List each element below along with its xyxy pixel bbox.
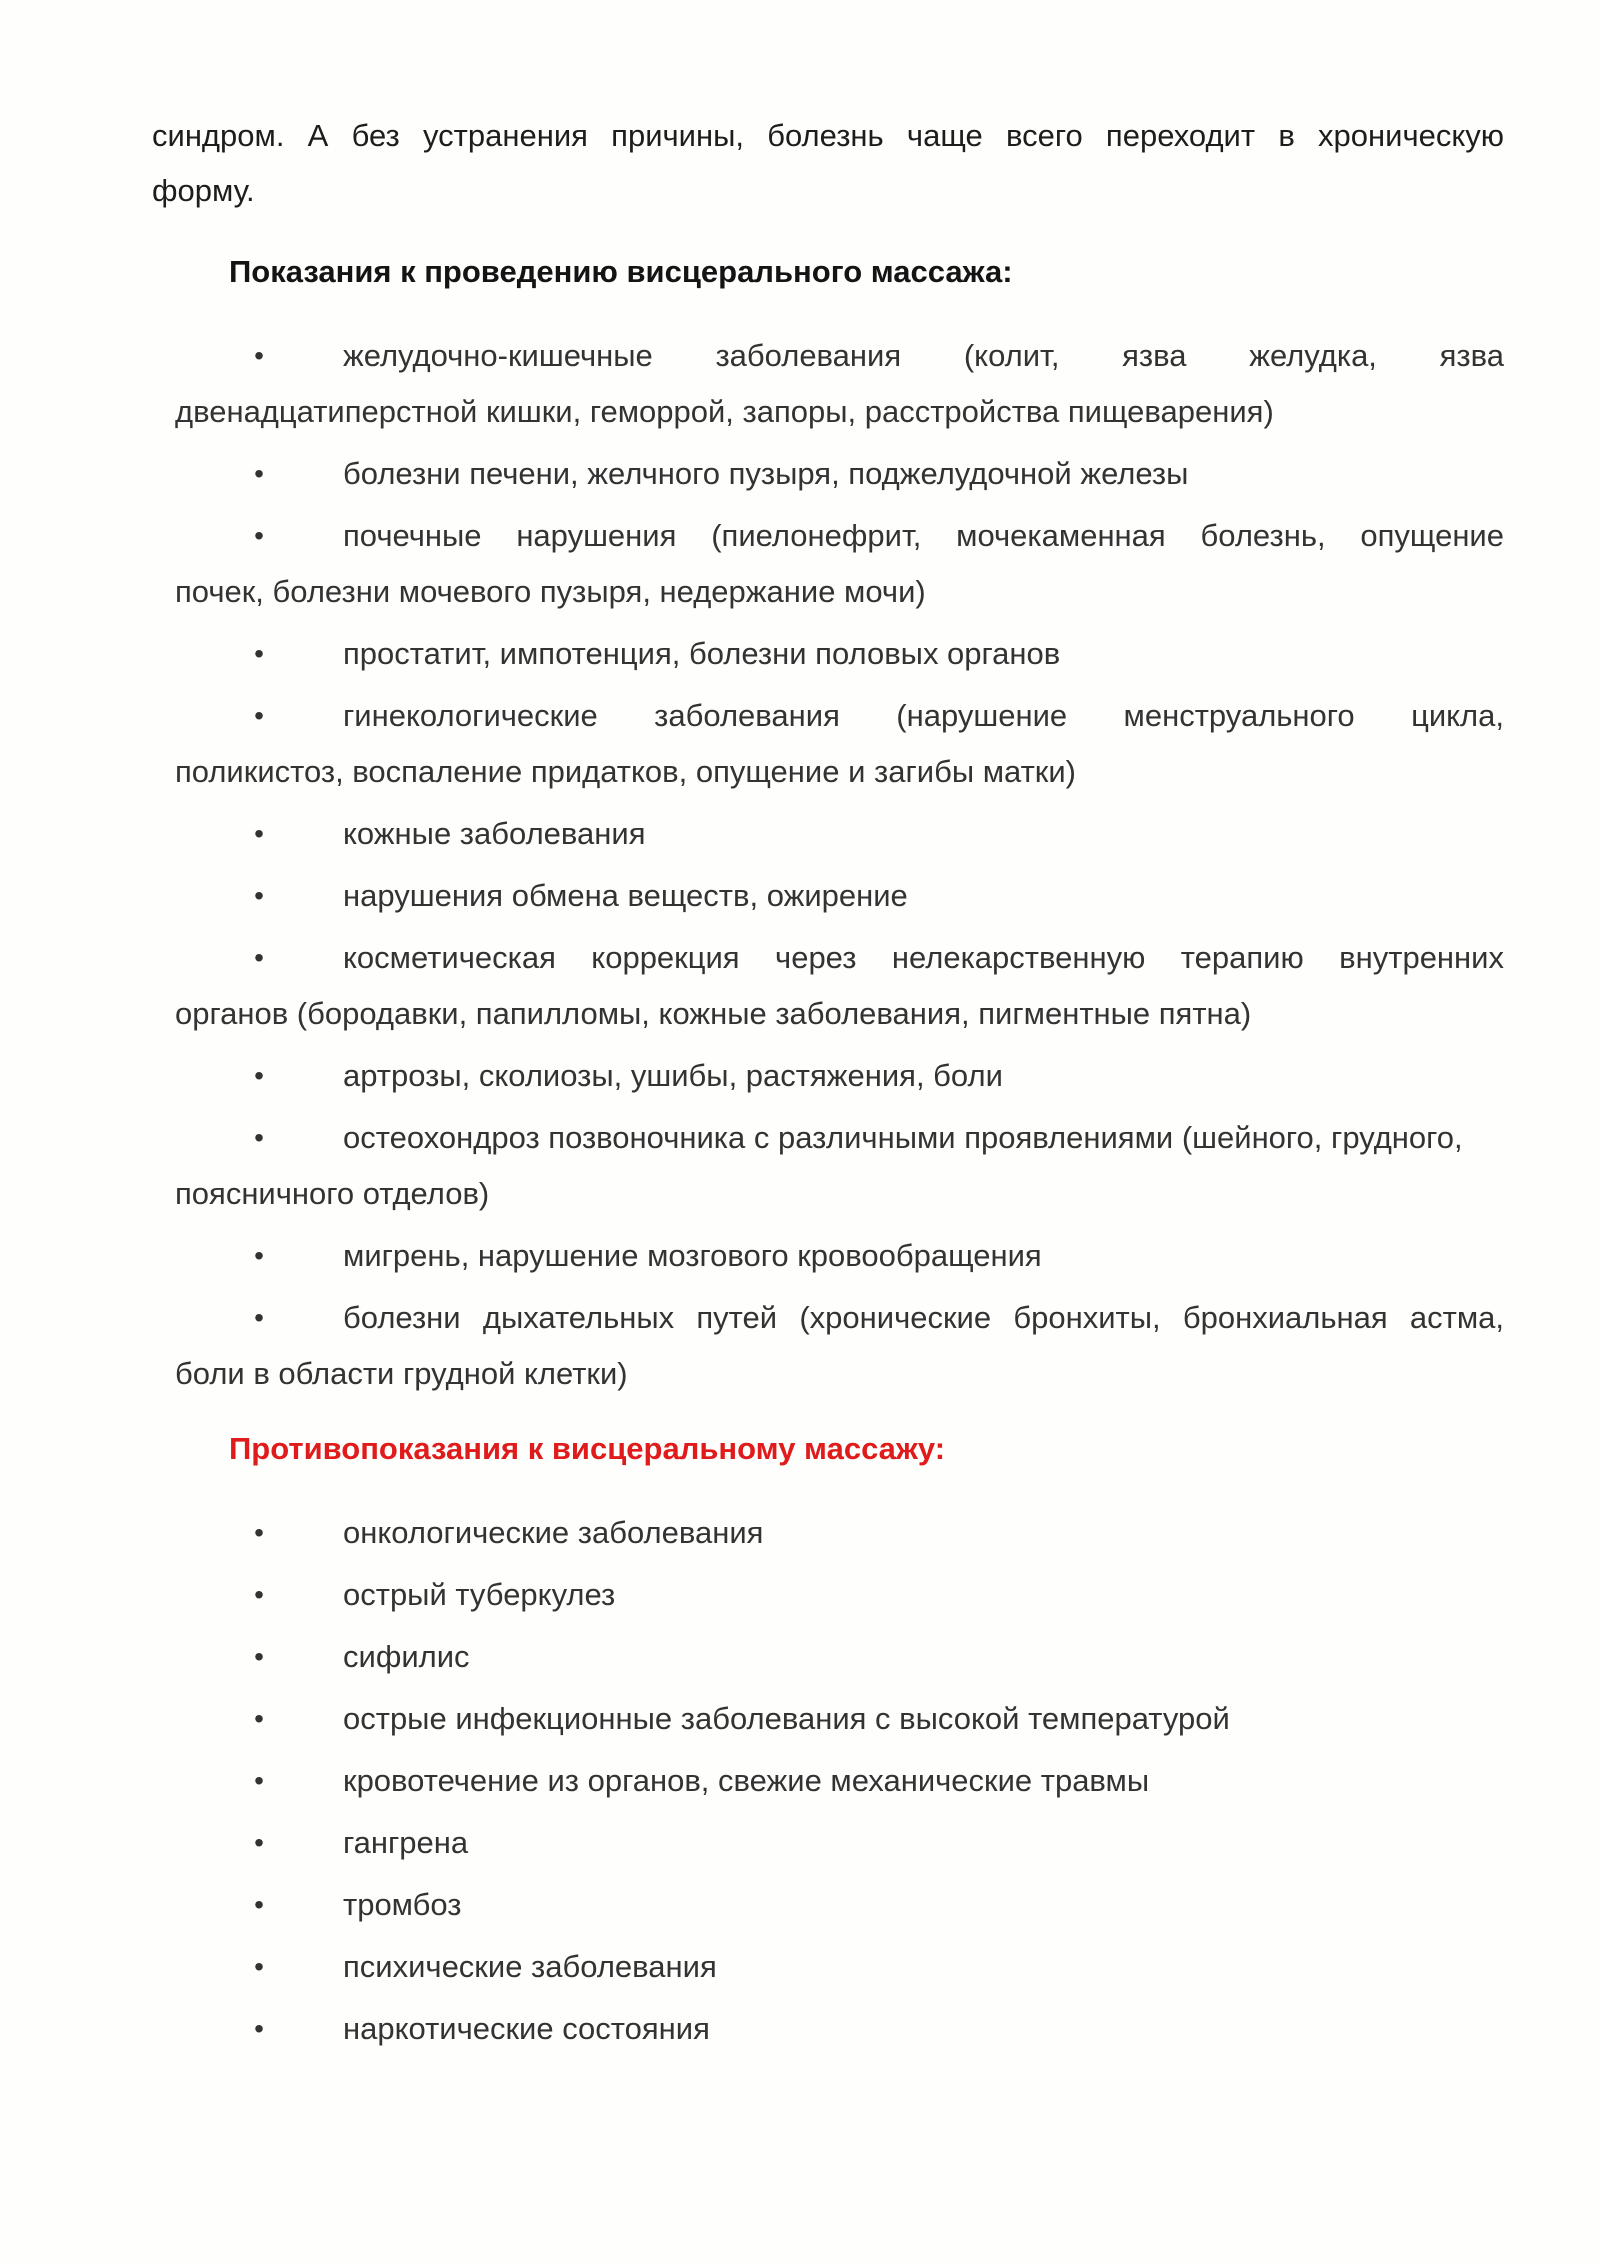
intro-line-1: синдром. А без устранения причины, болезнь чаще всего переходит в хроническую (152, 118, 1504, 153)
list-item-text: онкологические заболевания (343, 1515, 764, 1550)
list-item (175, 1629, 1504, 1685)
list-item-text: тромбоз (343, 1887, 462, 1922)
list-item (175, 1815, 1504, 1871)
list-item-text: психические заболевания (343, 1949, 717, 1984)
bullet-icon: • (254, 1889, 264, 1920)
indications-list (175, 328, 1504, 1408)
list-item-text: простатит, импотенция, болезни половых органов (343, 636, 1061, 671)
list-item (175, 1110, 1504, 1222)
bullet-icon: • (254, 1060, 264, 1091)
indications-heading: Показания к проведению висцерального массажа: (229, 254, 1013, 289)
bullet-icon: • (254, 2013, 264, 2044)
list-item (175, 930, 1504, 1042)
intro-paragraph (152, 108, 1504, 218)
bullet-icon: • (254, 880, 264, 911)
list-item-text: болезни дыхательных путей (хронические бронхиты, бронхиальная астма, (343, 1300, 1504, 1335)
list-item (175, 868, 1504, 924)
list-item-text: почечные нарушения (пиелонефрит, мочекаменная болезнь, опущение (343, 518, 1504, 553)
contraindications-list (175, 1505, 1504, 2063)
bullet-icon: • (254, 700, 264, 731)
list-item (175, 688, 1504, 800)
list-item-text: желудочно-кишечные заболевания (колит, язва желудка, язва (343, 338, 1504, 373)
list-item-text: болезни печени, желчного пузыря, поджелудочной железы (343, 456, 1189, 491)
list-item-text: гинекологические заболевания (нарушение менструального цикла, (343, 698, 1504, 733)
bullet-icon: • (254, 1703, 264, 1734)
list-item (175, 2001, 1504, 2057)
bullet-icon: • (254, 1951, 264, 1982)
bullet-icon: • (254, 1765, 264, 1796)
list-item-continuation: двенадцатиперстной кишки, геморрой, запоры, расстройства пищеварения) (175, 394, 1274, 429)
list-item-continuation: поликистоз, воспаление придатков, опущение и загибы матки) (175, 754, 1076, 789)
bullet-icon: • (254, 1240, 264, 1271)
contraindications-heading: Противопоказания к висцеральному массажу: (229, 1431, 946, 1466)
bullet-icon: • (254, 638, 264, 669)
list-item (175, 1753, 1504, 1809)
list-item-text: остеохондроз позвоночника с различными проявлениями (шейного, грудного, (343, 1120, 1463, 1155)
list-item (175, 1567, 1504, 1623)
bullet-icon: • (254, 1302, 264, 1333)
bullet-icon: • (254, 1641, 264, 1672)
bullet-icon: • (254, 520, 264, 551)
list-item (175, 806, 1504, 862)
list-item-text: острые инфекционные заболевания с высокой температурой (343, 1701, 1230, 1736)
list-item (175, 1877, 1504, 1933)
list-item (175, 446, 1504, 502)
list-item-text: сифилис (343, 1639, 470, 1674)
list-item-text: нарушения обмена веществ, ожирение (343, 878, 908, 913)
list-item (175, 1505, 1504, 1561)
bullet-icon: • (254, 458, 264, 489)
bullet-icon: • (254, 942, 264, 973)
bullet-icon: • (254, 1579, 264, 1610)
list-item (175, 1048, 1504, 1104)
list-item (175, 1228, 1504, 1284)
list-item (175, 1290, 1504, 1402)
intro-line-2: форму. (152, 173, 255, 208)
list-item-text: мигрень, нарушение мозгового кровообращения (343, 1238, 1042, 1273)
list-item (175, 508, 1504, 620)
bullet-icon: • (254, 1122, 264, 1153)
list-item-text: артрозы, сколиозы, ушибы, растяжения, боли (343, 1058, 1003, 1093)
list-item-continuation: поясничного отделов) (175, 1176, 490, 1211)
list-item (175, 328, 1504, 440)
list-item-text: наркотические состояния (343, 2011, 710, 2046)
bullet-icon: • (254, 818, 264, 849)
list-item-continuation: боли в области грудной клетки) (175, 1356, 628, 1391)
list-item (175, 1691, 1504, 1747)
bullet-icon: • (254, 1827, 264, 1858)
list-item-text: кровотечение из органов, свежие механические травмы (343, 1763, 1150, 1798)
list-item (175, 626, 1504, 682)
list-item-text: острый туберкулез (343, 1577, 616, 1612)
list-item-continuation: почек, болезни мочевого пузыря, недержание мочи) (175, 574, 926, 609)
list-item-text: гангрена (343, 1825, 469, 1860)
list-item (175, 1939, 1504, 1995)
list-item-text: косметическая коррекция через нелекарственную терапию внутренних (343, 940, 1504, 975)
bullet-icon: • (254, 1517, 264, 1548)
bullet-icon: • (254, 340, 264, 371)
list-item-text: кожные заболевания (343, 816, 646, 851)
list-item-continuation: органов (бородавки, папилломы, кожные заболевания, пигментные пятна) (175, 996, 1252, 1031)
